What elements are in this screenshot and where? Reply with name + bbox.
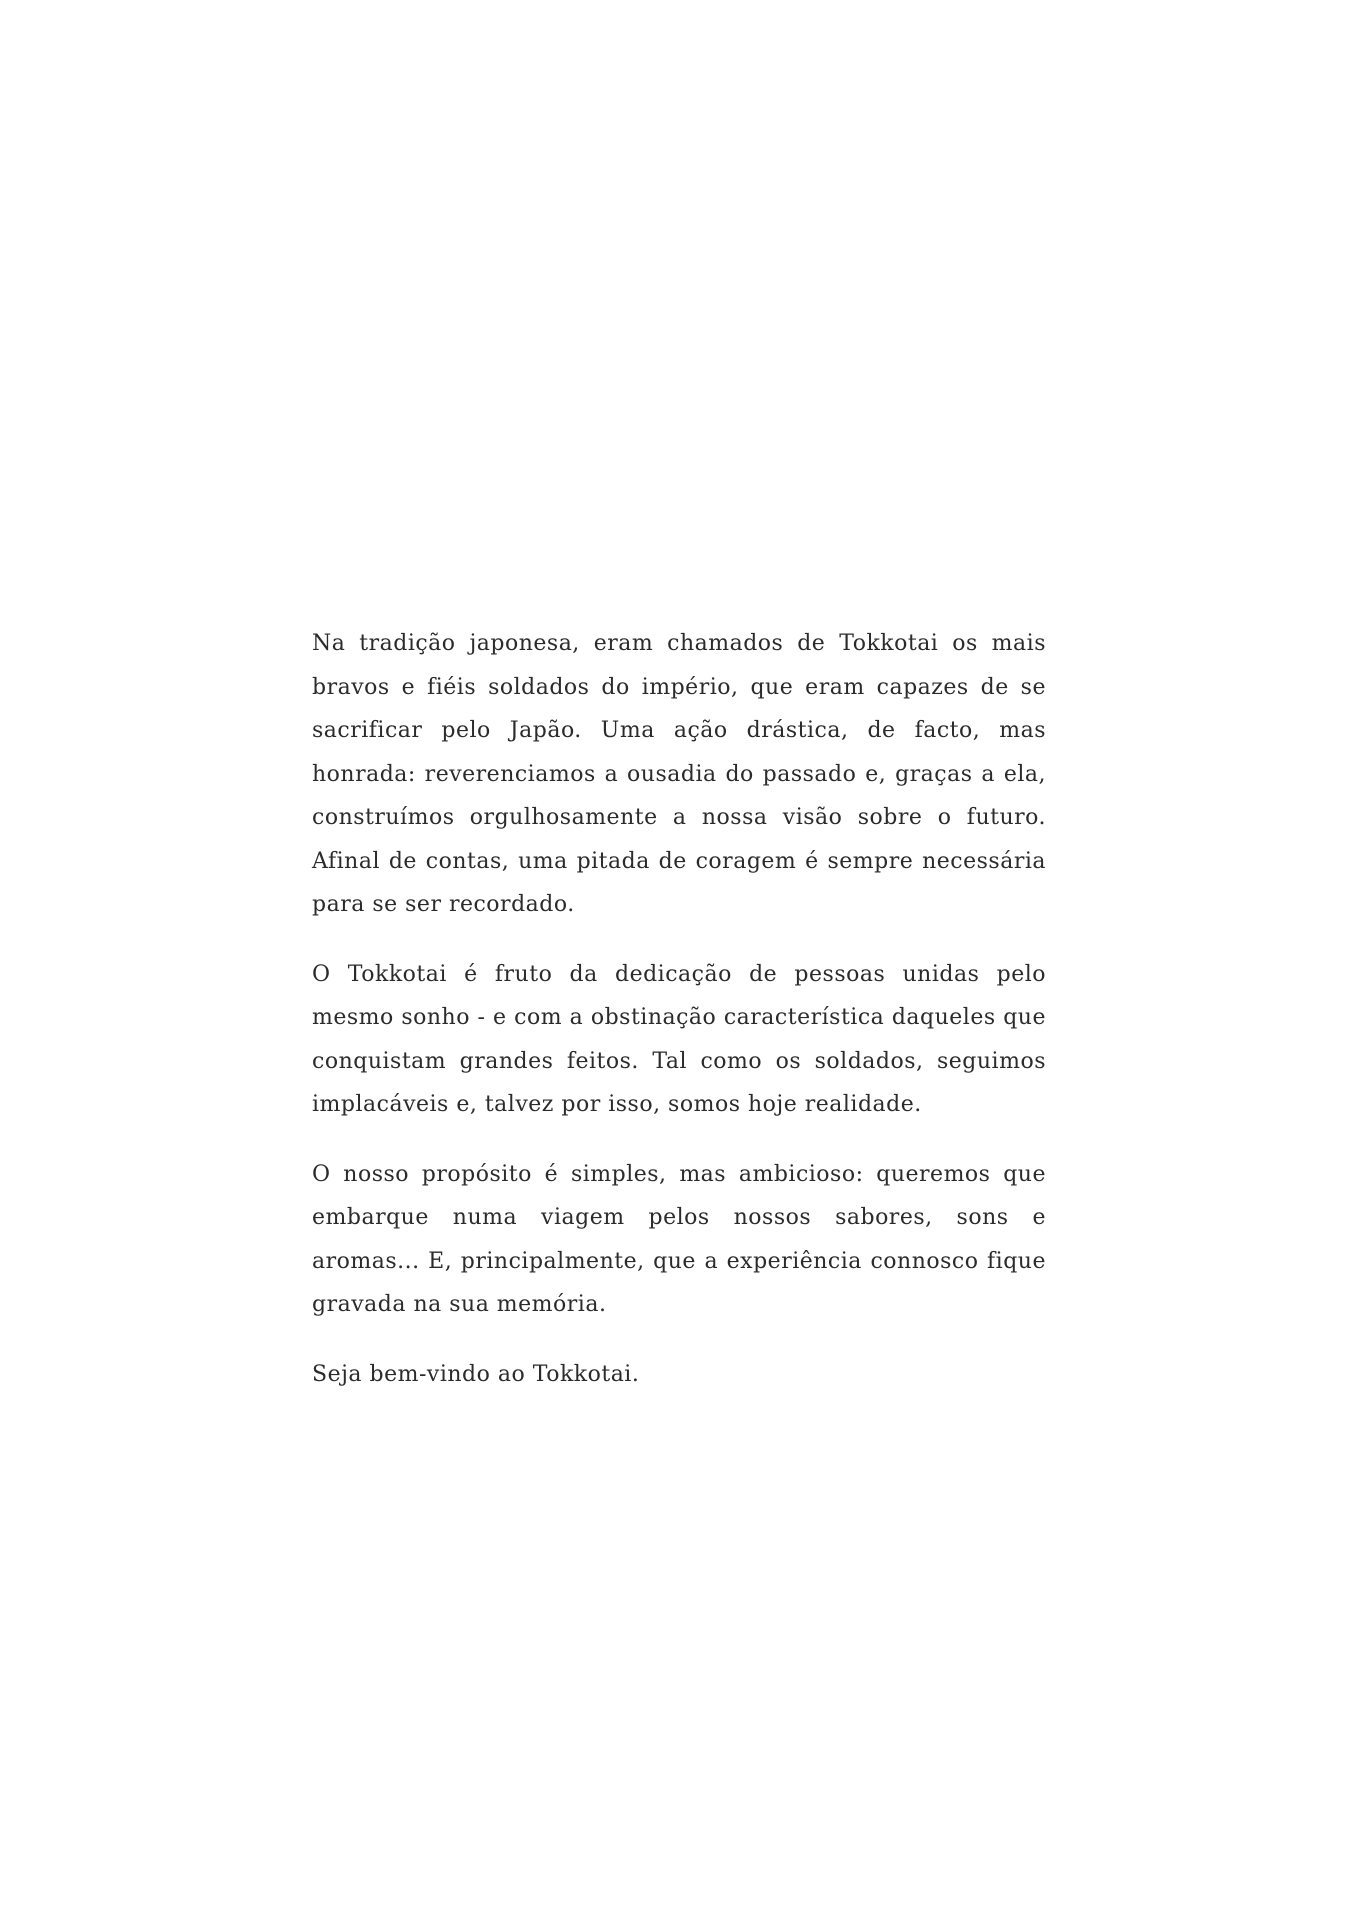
body-text [312, 622, 1046, 1396]
paragraph-dedication: O Tokkotai é fruto da dedicação de pessoas unidas pelo mesmo sonho - e com a obstinação característica daqueles que conquistam grandes feitos. Tal como os soldados, seguimos implacáveis e, talvez por isso, somos hoje realidade. [312, 961, 1046, 1117]
paragraph-history: Na tradição japonesa, eram chamados de Tokkotai os mais bravos e fiéis soldados do império, que eram capazes de se sacrificar pelo Japão. Uma ação drástica, de facto, mas honrada: reverenciamos a ousadia do passado e, graças a ela, construímos orgulhosamente a nossa visão sobre o futuro. Afinal de contas, uma pitada de coragem é sempre necessária para se ser recordado. [312, 631, 1046, 917]
paragraph-welcome: Seja bem-vindo ao Tokkotai. [312, 1361, 640, 1387]
paragraph-purpose: O nosso propósito é simples, mas ambicioso: queremos que embarque numa viagem pelos nossos sabores, sons e aromas... E, principalmente, que a experiência connosco fique gravada na sua memória. [312, 1161, 1046, 1317]
